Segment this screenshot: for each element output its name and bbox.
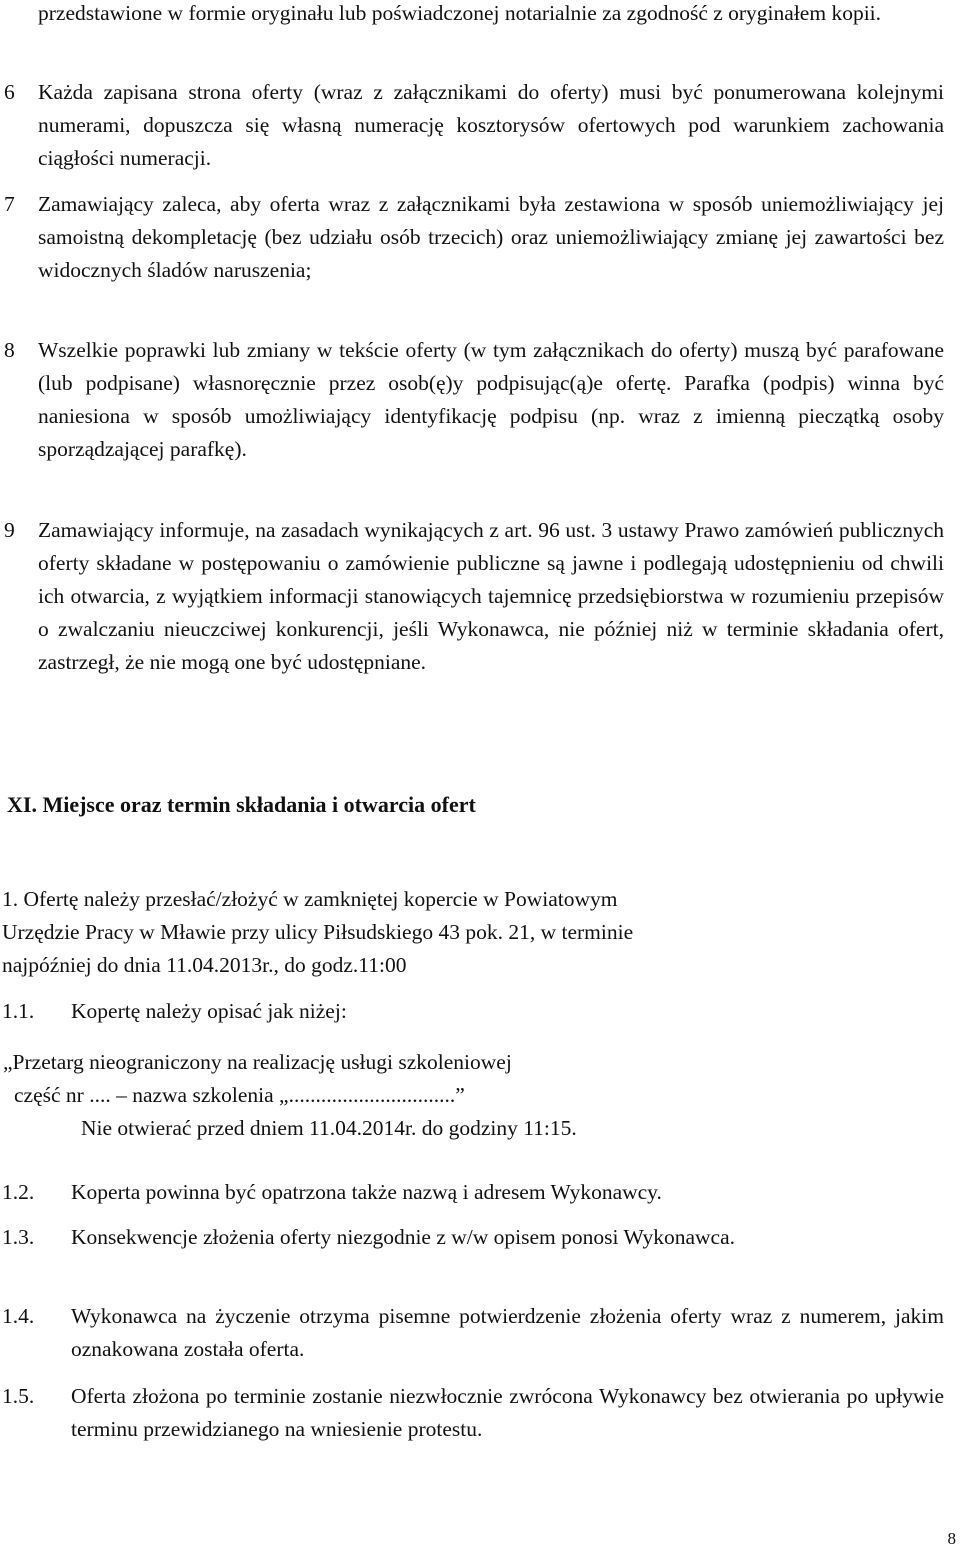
sub-item bbox=[2, 1380, 944, 1446]
sub-item bbox=[2, 1176, 944, 1209]
sub-item-text: Kopertę należy opisać jak niżej: bbox=[71, 999, 347, 1023]
section-heading: XI. Miejsce oraz termin składania i otwarcia ofert bbox=[7, 792, 476, 817]
sub-item-text: Wykonawca na życzenie otrzyma pisemne potwierdzenie złożenia oferty wraz z numerem, jakim oznakowana została oferta. bbox=[71, 1304, 944, 1361]
paragraph-1 bbox=[2, 883, 942, 982]
sub-item bbox=[2, 1300, 944, 1366]
sub-item-number: 1.3. bbox=[2, 1225, 35, 1249]
sub-item-text: Konsekwencje złożenia oferty niezgodnie z w/w opisem ponosi Wykonawca. bbox=[71, 1225, 736, 1249]
sub-item-number: 1.2. bbox=[2, 1180, 35, 1204]
item-number: 8 bbox=[4, 338, 15, 362]
sub-item-text: Oferta złożona po terminie zostanie niezwłocznie zwrócona Wykonawcy bez otwierania po upływie terminu przewidzianego na wniesienie protestu. bbox=[71, 1384, 944, 1441]
continuation-paragraph: przedstawione w formie oryginału lub poświadczonej notarialnie za zgodność z oryginałem kopii. bbox=[38, 1, 882, 25]
envelope-line: Nie otwierać przed dniem 11.04.2014r. do godziny 11:15. bbox=[81, 1116, 577, 1140]
item-text: Każda zapisana strona oferty (wraz z załącznikami do oferty) musi być ponumerowana kolejnymi numerami, dopuszcza się własną numerację kosztorysów ofertowych pod warunkiem zachowania ciągłości numeracji. bbox=[38, 80, 944, 170]
envelope-label bbox=[3, 1046, 943, 1145]
list-item bbox=[4, 514, 944, 679]
paragraph-line: najpóźniej do dnia 11.04.2013r., do godz.11:00 bbox=[2, 953, 407, 977]
paragraph-line: 1. Ofertę należy przesłać/złożyć w zamkniętej kopercie w Powiatowym bbox=[2, 887, 618, 911]
sub-item bbox=[2, 995, 942, 1028]
page-number: 8 bbox=[947, 1529, 956, 1548]
item-text: Zamawiający zaleca, aby oferta wraz z załącznikami była zestawiona w sposób uniemożliwiający jej samoistną dekompletację (bez udziału osób trzecich) oraz uniemożliwiający zmianę jej zawartości bez widocznych śladów naruszenia; bbox=[38, 192, 944, 282]
list-item bbox=[4, 188, 944, 287]
item-number: 9 bbox=[4, 518, 15, 542]
sub-item bbox=[2, 1221, 944, 1254]
envelope-line: część nr .... – nazwa szkolenia „...............................” bbox=[14, 1083, 465, 1107]
item-text: Wszelkie poprawki lub zmiany w tekście oferty (w tym załącznikach do oferty) muszą być parafowane (lub podpisane) własnoręcznie przez osob(ę)y podpisując(ą)e ofertę. Parafka (podpis) winna być naniesiona w sposób umożliwiający identyfikację podpisu (np. wraz z imienną pieczątką osoby sporządzającej parafkę). bbox=[38, 338, 944, 461]
sub-item-number: 1.1. bbox=[2, 999, 35, 1023]
list-item bbox=[4, 334, 944, 466]
sub-item-number: 1.5. bbox=[2, 1384, 35, 1408]
sub-item-text: Koperta powinna być opatrzona także nazwą i adresem Wykonawcy. bbox=[71, 1180, 662, 1204]
sub-item-number: 1.4. bbox=[2, 1304, 35, 1328]
envelope-line: „Przetarg nieograniczony na realizację usługi szkoleniowej bbox=[3, 1050, 512, 1074]
item-number: 6 bbox=[4, 80, 15, 104]
item-number: 7 bbox=[4, 192, 15, 216]
list-item bbox=[4, 76, 944, 175]
paragraph-line: Urzędzie Pracy w Mławie przy ulicy Piłsudskiego 43 pok. 21, w terminie bbox=[2, 920, 634, 944]
item-text: Zamawiający informuje, na zasadach wynikających z art. 96 ust. 3 ustawy Prawo zamówień publicznych oferty składane w postępowaniu o zamówienie publiczne są jawne i podlegają udostępnieniu od chwili ich otwarcia, z wyjątkiem informacji stanowiących tajemnicę przedsiębiorstwa w rozumieniu przepisów o zwalczaniu nieuczciwej konkurencji, jeśli Wykonawca, nie później niż w terminie składania ofert, zastrzegł, że nie mogą one być udostępniane. bbox=[38, 518, 944, 674]
